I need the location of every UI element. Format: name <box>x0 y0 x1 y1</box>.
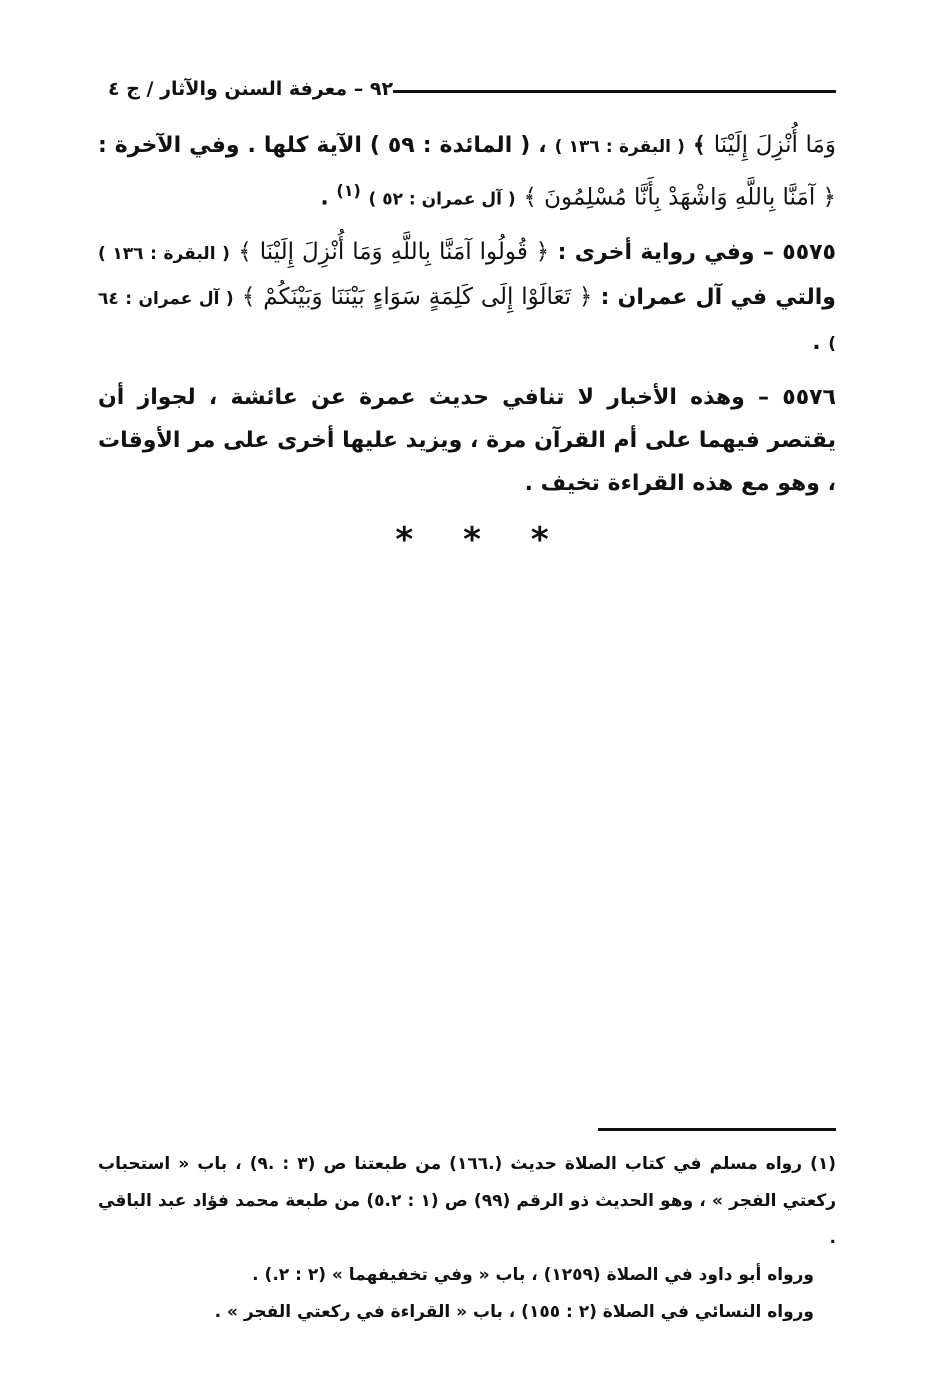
footnote-rule <box>598 1128 836 1131</box>
footnote-1: (١) رواه مسلم في كتاب الصلاة حديث (.١٦٦) من طبعتنا ص (٣ : .٩) ، باب « استحباب ركعتي الفجر » ، وهو الحديث ذو الرقم (٩٩) ص (١ : ٥.٢) من طبعة محمد فؤاد عبد الباقي . <box>98 1154 837 1248</box>
closing-bracket-glyph: ﴾ <box>692 133 706 158</box>
quran-quote: ﴿ تَعَالَوْا إِلَى كَلِمَةٍ سَوَاءٍ بَيْنَنَا وَبَيْنَكُمْ ﴾ <box>241 284 593 311</box>
section-separator <box>0 520 944 560</box>
main-text <box>98 124 836 515</box>
hadith-number: ٥٥٧٥ <box>782 240 836 266</box>
footnote-line: ورواه النسائي في الصلاة (٢ : ١٥٥) ، باب « القراءة في ركعتي الفجر » . <box>214 1302 814 1322</box>
running-title: ٩٢ – معرفة السنن والآثار / ج ٤ <box>108 78 394 100</box>
surah-reference: ( البقرة : ١٣٦ ) <box>554 137 685 157</box>
footnotes <box>98 1146 836 1331</box>
asterisk: * <box>395 520 414 560</box>
quran-quote: وَمَا أُنْزِلَ إِلَيْنَا <box>713 132 836 158</box>
paragraph-5576 <box>98 376 836 505</box>
period: . <box>320 185 329 211</box>
asterisk: * <box>530 520 549 560</box>
paragraph-text: ، ( المائدة : ٥٩ ) الآية كلها . وفي الآخرة : <box>98 133 547 158</box>
period: . <box>812 330 821 356</box>
surah-reference: ( البقرة : ١٣٦ ) <box>98 244 230 265</box>
paragraph-text: والتي في آل عمران : <box>600 285 836 311</box>
quran-quote: ﴿ آمَنَّا بِاللَّهِ وَاشْهَدْ بِأَنَّا مُسْلِمُونَ ﴾ <box>523 184 836 211</box>
footnote-marker: (١) <box>336 181 361 200</box>
paragraph-text: – وهذه الأخبار لا تنافي حديث عمرة عن عائشة ، لجواز أن يقتصر فيهما على أم القرآن مرة ، ويزيد عليها أخرى على مر الأوقات ، وهو مع هذه القراءة تخيف . <box>98 385 836 497</box>
surah-reference: ( آل عمران : ٥٢ ) <box>368 189 516 210</box>
paragraph-text: – وفي رواية أخرى : <box>557 240 774 266</box>
footnote-line: ورواه أبو داود في الصلاة (١٢٥٩) ، باب « وفي تخفيفهما » (٢ : ٢.) . <box>252 1265 814 1285</box>
paragraph-5575 <box>98 231 836 366</box>
quran-quote: ﴿ قُولُوا آمَنَّا بِاللَّهِ وَمَا أُنْزِلَ إِلَيْنَا ﴾ <box>238 239 550 266</box>
hadith-number: ٥٥٧٦ <box>782 385 836 411</box>
paragraph-continued <box>98 124 836 221</box>
surah-reference: ( آل عمران : ٦٤ ) <box>98 289 836 355</box>
asterisk: * <box>463 520 481 560</box>
running-head <box>98 74 836 104</box>
header-rule <box>393 90 836 93</box>
